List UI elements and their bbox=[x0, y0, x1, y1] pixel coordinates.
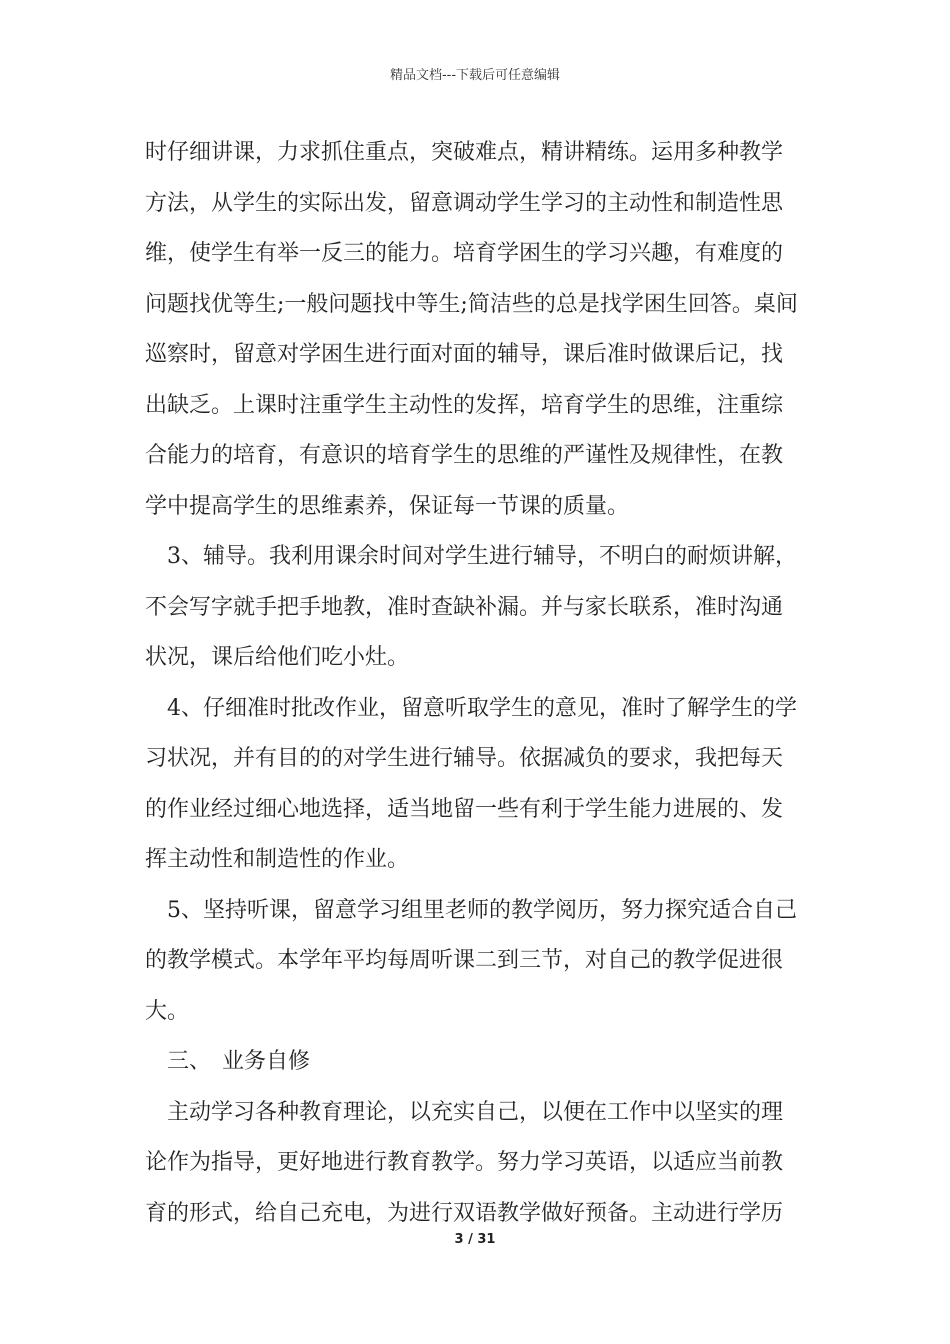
text-line: 习状况，并有目的的对学生进行辅导。依据减负的要求，我把每天 bbox=[145, 746, 784, 771]
text-line: 时仔细讲课，力求抓住重点，突破难点，精讲精练。运用多种教学 bbox=[145, 140, 784, 165]
text-line: 育的形式，给自己充电，为进行双语教学做好预备。主动进行学历 bbox=[145, 1200, 784, 1226]
text-line: 巡察时，留意对学困生进行面对面的辅导，课后准时做课后记，找 bbox=[145, 342, 784, 367]
page-number: 3 / 31 bbox=[454, 1232, 496, 1247]
text-line: 维，使学生有举一反三的能力。培育学困生的学习兴趣，有难度的 bbox=[145, 241, 784, 266]
text-line: 论作为指导，更好地进行教育教学。努力学习英语，以适应当前教 bbox=[145, 1150, 784, 1175]
text-line: 的作业经过细心地选择，适当地留一些有利于学生能力进展的、发 bbox=[145, 796, 784, 822]
text-line: 大。 bbox=[145, 998, 190, 1024]
text-line: 挥主动性和制造性的作业。 bbox=[145, 847, 410, 872]
text-line: 不会写字就手把手地教，准时查缺补漏。并与家长联系，准时沟通 bbox=[145, 594, 784, 620]
text-line: 3、辅导。我利用课余时间对学生进行辅导，不明白的耐烦讲解， bbox=[167, 544, 797, 569]
text-line: 4、仔细准时批改作业，留意听取学生的意见，准时了解学生的学 bbox=[167, 695, 797, 721]
text-line: 学中提高学生的思维素养，保证每一节课的质量。 bbox=[145, 493, 630, 519]
text-line: 5、坚持听课，留意学习组里老师的教学阅历，努力探究适合自己 bbox=[167, 897, 797, 923]
text-line: 三、 业务自修 bbox=[167, 1049, 311, 1074]
text-line: 合能力的培育，有意识的培育学生的思维的严谨性及规律性，在教 bbox=[145, 443, 784, 468]
text-line: 出缺乏。上课时注重学生主动性的发挥，培育学生的思维，注重综 bbox=[145, 392, 784, 418]
text-line: 状况，课后给他们吃小灶。 bbox=[145, 645, 410, 670]
text-line: 问题找优等生;一般问题找中等生;简洁些的总是找学困生回答。桌间 bbox=[145, 291, 798, 317]
text-line: 的教学模式。本学年平均每周听课二到三节，对自己的教学促进很 bbox=[145, 948, 784, 973]
page-header: 精品文档---下载后可任意编辑 bbox=[389, 68, 561, 83]
text-line: 方法，从学生的实际出发，留意调动学生学习的主动性和制造性思 bbox=[145, 190, 784, 216]
text-line: 主动学习各种教育理论，以充实自己，以便在工作中以坚实的理 bbox=[167, 1099, 784, 1125]
document-body bbox=[145, 128, 810, 1239]
